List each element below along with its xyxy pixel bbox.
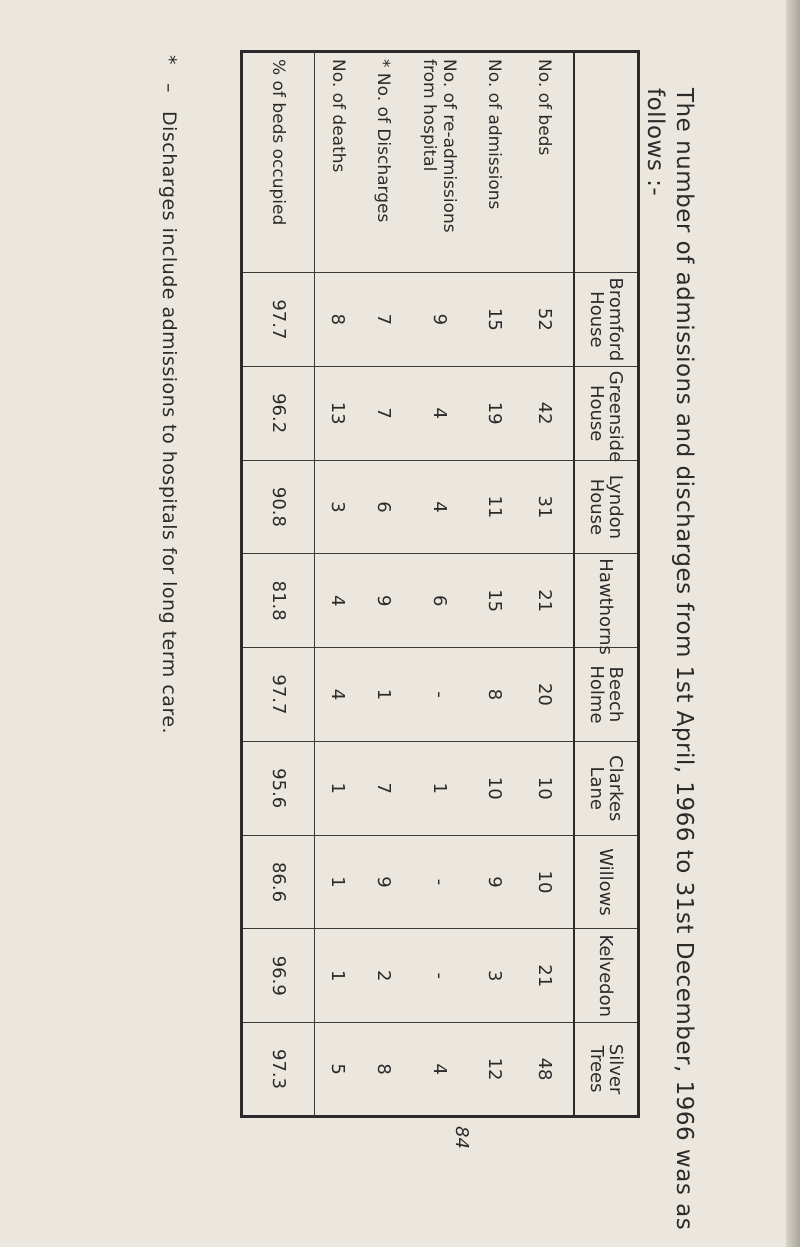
table-cell: 11: [473, 460, 515, 554]
row-label: % of beds occupied: [242, 52, 315, 273]
table-header-row: [574, 52, 639, 1117]
table-cell: 42: [515, 366, 574, 460]
table-cell: 52: [515, 273, 574, 367]
table-row: [405, 52, 473, 1117]
column-header: Beech Holme: [574, 648, 639, 742]
column-header: Bromford House: [574, 273, 639, 367]
table-cell: 6: [361, 460, 405, 554]
row-label: No. of re-admissions from hospital: [405, 52, 473, 273]
table-cell: -: [405, 835, 473, 929]
table-cell: 86.6: [242, 835, 315, 929]
table-cell: 4: [314, 554, 361, 648]
table-cell: 95.6: [242, 741, 315, 835]
table-cell: 97.3: [242, 1023, 315, 1117]
row-label: No. of admissions: [473, 52, 515, 273]
table-row: [473, 52, 515, 1117]
table-cell: 8: [314, 273, 361, 367]
table-cell: 8: [361, 1023, 405, 1117]
heading: [640, 88, 698, 1230]
table-cell: 8: [473, 648, 515, 742]
table-cell: 10: [515, 835, 574, 929]
table-cell: 97.7: [242, 273, 315, 367]
table-cell: 1: [314, 741, 361, 835]
table-cell: 10: [515, 741, 574, 835]
heading-line-2: follows :-: [642, 88, 668, 197]
table-cell: 1: [314, 835, 361, 929]
column-header: Silver Trees: [574, 1023, 639, 1117]
table-cell: 2: [361, 929, 405, 1023]
table-cell: 3: [473, 929, 515, 1023]
table-cell: 97.7: [242, 648, 315, 742]
table-row: [515, 52, 574, 1117]
row-label: No. of deaths: [314, 52, 361, 273]
table-row: [242, 52, 315, 1117]
table-cell: 21: [515, 554, 574, 648]
table-cell: 1: [361, 648, 405, 742]
admissions-table: [240, 50, 640, 1118]
table-cell: 3: [314, 460, 361, 554]
table-cell: 21: [515, 929, 574, 1023]
table-cell: 7: [361, 366, 405, 460]
column-header: Willows: [574, 835, 639, 929]
table-cell: 6: [405, 554, 473, 648]
heading-line-1: The number of admissions and discharges from 1st April, 1966 to 31st December, 1966 was as: [671, 88, 697, 1231]
table-cell: 5: [314, 1023, 361, 1117]
table-cell: 48: [515, 1023, 574, 1117]
footnote: *–Discharges include admissions to hospitals for long term care.: [158, 55, 180, 735]
table-cell: 9: [361, 835, 405, 929]
table-cell: 81.8: [242, 554, 315, 648]
row-label: * No. of Discharges: [361, 52, 405, 273]
table-cell: 31: [515, 460, 574, 554]
table-cell: 7: [361, 741, 405, 835]
column-header: Hawthorns: [574, 554, 639, 648]
column-header: Kelvedon: [574, 929, 639, 1023]
row-label: No. of beds: [515, 52, 574, 273]
column-header: Lyndon House: [574, 460, 639, 554]
header-corner: [574, 52, 639, 273]
footnote-text: Discharges include admissions to hospitals for long term care.: [158, 111, 180, 735]
table-cell: 9: [473, 835, 515, 929]
table-row: [361, 52, 405, 1117]
table-cell: 4: [405, 460, 473, 554]
table-cell: 96.9: [242, 929, 315, 1023]
table-cell: 9: [405, 273, 473, 367]
column-header: Greenside House: [574, 366, 639, 460]
page-number: 84: [451, 1126, 472, 1149]
table-cell: 4: [405, 366, 473, 460]
table-cell: 96.2: [242, 366, 315, 460]
footnote-marker: *: [158, 55, 180, 65]
table-cell: -: [405, 648, 473, 742]
table-cell: 13: [314, 366, 361, 460]
table-row: [314, 52, 361, 1117]
table-cell: 9: [361, 554, 405, 648]
table-cell: 12: [473, 1023, 515, 1117]
table-cell: 4: [314, 648, 361, 742]
column-header: Clarkes Lane: [574, 741, 639, 835]
table-cell: 90.8: [242, 460, 315, 554]
table-cell: 1: [314, 929, 361, 1023]
table-cell: 4: [405, 1023, 473, 1117]
table-cell: 20: [515, 648, 574, 742]
table-cell: 15: [473, 273, 515, 367]
table-cell: -: [405, 929, 473, 1023]
table-cell: 15: [473, 554, 515, 648]
table-cell: 7: [361, 273, 405, 367]
table-cell: 19: [473, 366, 515, 460]
table-cell: 10: [473, 741, 515, 835]
table-cell: 1: [405, 741, 473, 835]
